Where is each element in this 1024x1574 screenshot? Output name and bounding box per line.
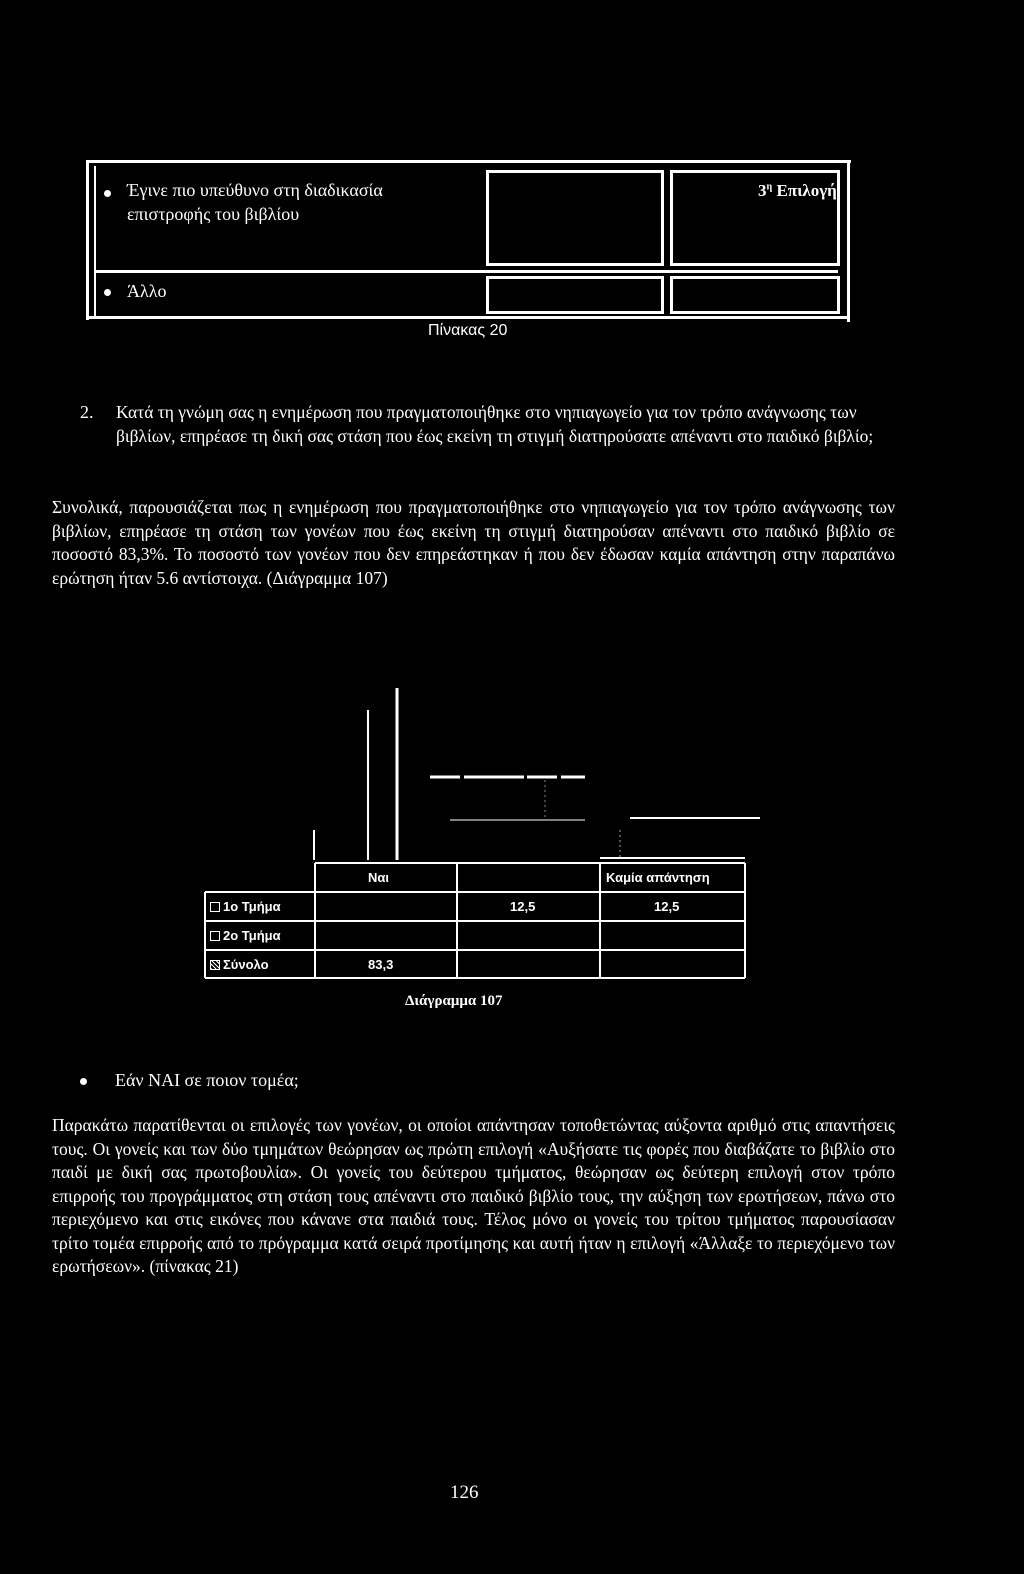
legend-square-icon bbox=[210, 931, 220, 941]
legend-square-icon bbox=[210, 960, 220, 970]
question-number: 2. bbox=[80, 402, 94, 422]
bullet-question-text: Εάν ΝΑΙ σε ποιον τομέα; bbox=[115, 1070, 299, 1090]
bullet-icon bbox=[80, 1078, 87, 1085]
legend-series-1: 1ο Τμήμα bbox=[210, 899, 281, 914]
table-bottom-border bbox=[86, 316, 850, 319]
bullet-icon bbox=[104, 190, 111, 197]
table-caption: Πίνακας 20 bbox=[428, 322, 508, 339]
third-choice-label: $3^\eta$ Επιλογή bbox=[758, 181, 837, 200]
table-row-1-cell-2 bbox=[486, 170, 664, 266]
summary-paragraph: Συνολικά, παρουσιάζεται πως η ενημέρωση που πραγματοποιήθηκε στο νηπιαγωγείο για τον τρόπο ανάγνωσης των βιβλίων, επηρέασε τη στάση των γονέων που έως εκείνη τη στιγμή διατηρούσαν απέναντι στο παιδικό βιβλίο σε ποσοστό 83,3%. Το ποσοστό των γονέων που δεν επηρεάστηκαν ή που δεν έδωσαν καμία απάντηση στην παραπάνω ερώτηση ήταν 5.6 αντίστοιχα. (Διάγραμμα 107) bbox=[52, 497, 895, 588]
table-row-1-label: Έγινε πιο υπεύθυνο στη διαδικασία επιστροφής του βιβλίου bbox=[127, 180, 383, 224]
data-label: 12,5 bbox=[510, 899, 536, 914]
table-row-divider bbox=[94, 270, 838, 273]
category-label-no-answer: Καμία απάντηση bbox=[606, 870, 710, 885]
table-row-1 bbox=[104, 180, 449, 226]
table-left-inner-border bbox=[94, 166, 96, 316]
table-top-border bbox=[86, 160, 851, 163]
table-row-2-label: Άλλο bbox=[127, 281, 167, 301]
table-row-2 bbox=[104, 279, 166, 303]
question-text: Κατά τη γνώμη σας η ενημέρωση που πραγματοποιήθηκε στο νηπιαγωγείο για τον τρόπο ανάγνωσης των βιβλίων, επηρέασε τη δική σας στάση που έως εκείνη τη στιγμή διατηρούσατε απέναντι στο παιδικό βιβλίο; bbox=[116, 402, 874, 446]
bullet-icon bbox=[104, 289, 111, 296]
legend-series-3: Σύνολο bbox=[210, 957, 269, 972]
table-row-2-cell-2 bbox=[486, 276, 664, 314]
data-label: 83,3 bbox=[368, 957, 394, 972]
category-label-nai: Ναι bbox=[368, 870, 389, 885]
table-row-2-cell-3 bbox=[670, 276, 840, 314]
page-number: 126 bbox=[450, 1482, 479, 1503]
bullet-question bbox=[80, 1070, 299, 1091]
legend-series-2: 2ο Τμήμα bbox=[210, 928, 281, 943]
legend-square-icon bbox=[210, 902, 220, 912]
closing-paragraph: Παρακάτω παρατίθενται οι επιλογές των γονέων, οι οποίοι απάντησαν τοποθετώντας αύξοντα αριθμό στις απαντήσεις τους. Οι γονείς και των δύο τμημάτων θεώρησαν ως πρώτη επιλογή «Αυξήσατε τις φορές που διαβάζατε το βιβλίο στο παιδί με δική σας πρωτοβουλία». Οι γονείς του δεύτερου τμήματος, θεώρησαν ως δεύτερη επιλογή στον τρόπο επιρροής του προγράμματος στη στάση τους απέναντι στο παιδικό βιβλίο τους, την αύξηση των ερωτήσεων, πάνω στο περιεχόμενο και στις εικόνες που κάνανε στα παιδιά τους. Τέλος μόνο οι γονείς του τρίτου τμήματος παρουσίασαν τρίτο τομέα επιρροής από το πρόγραμμα κατά σειρά προτίμησης και αυτή ήταν η επιλογή «Άλλαξε το περιεχόμενο των ερωτήσεων». (πίνακας 21) bbox=[52, 1115, 895, 1276]
chart-title: Διάγραμμα 107 bbox=[405, 993, 503, 1009]
table-left-border bbox=[86, 160, 89, 320]
data-label: 12,5 bbox=[654, 899, 680, 914]
table-row-1-cell-3 bbox=[670, 170, 840, 266]
table-right-border bbox=[847, 160, 850, 322]
